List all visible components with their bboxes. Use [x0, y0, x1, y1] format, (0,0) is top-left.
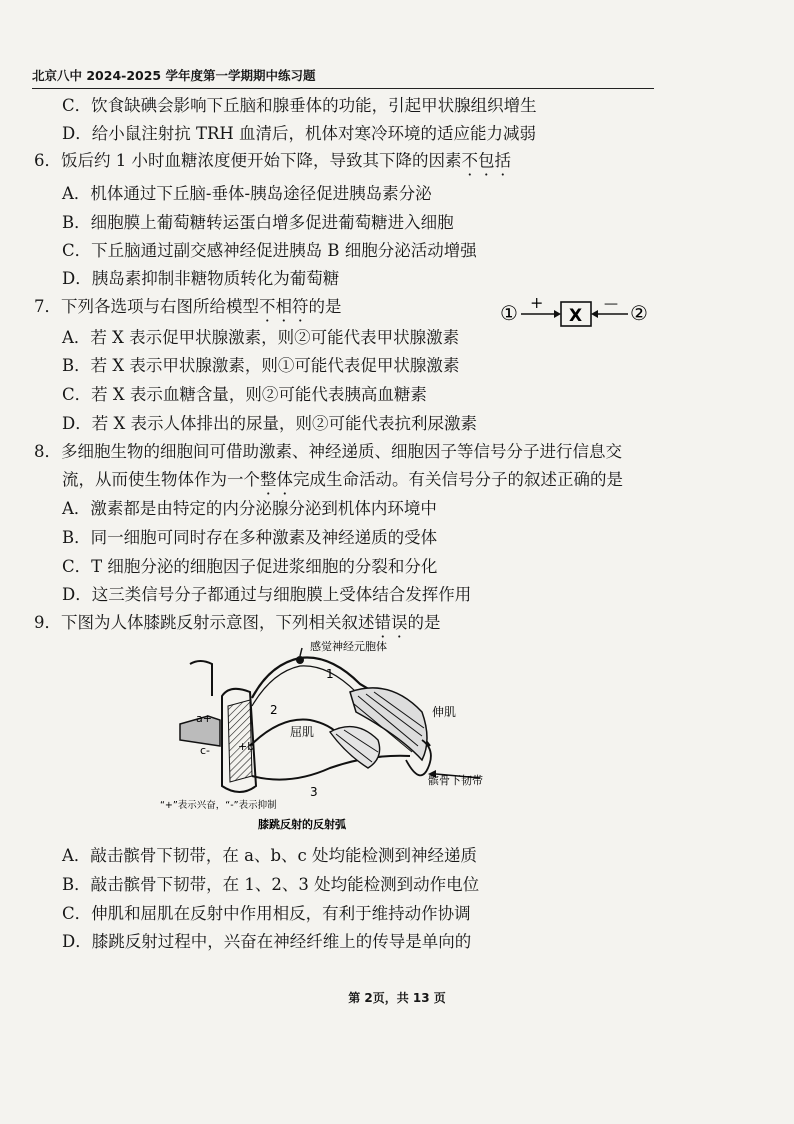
q6-option-b: B．细胞膜上葡萄糖转运蛋白增多促进葡萄糖进入细胞: [62, 213, 454, 232]
figure-caption: 膝跳反射的反射弧: [258, 818, 346, 831]
page-footer: 第 2页，共 13 页: [348, 991, 446, 1005]
label-c: c-: [200, 744, 211, 757]
label-tendon: 髌骨下韧带: [428, 774, 483, 787]
q5-option-d: D．给小鼠注射抗 TRH 血清后，机体对寒冷环境的适应能力减弱: [62, 124, 537, 143]
q7-stem-tail: 的是: [308, 297, 342, 316]
q9-option-d: D．膝跳反射过程中，兴奋在神经纤维上的传导是单向的: [62, 932, 472, 951]
q8-option-c: C．T 细胞分泌的细胞因子促进浆细胞的分裂和分化: [62, 557, 438, 576]
figure-legend: “+”表示兴奋，“-”表示抑制: [160, 800, 277, 811]
q8-stem-text: 流，从而使生物体作为一个: [62, 470, 260, 489]
model-arrowhead-right: [591, 310, 598, 318]
q8-emphasis-1: 整: [260, 470, 277, 489]
q6-option-a: A．机体通过下丘脑-垂体-胰岛途径促进胰岛素分泌: [62, 184, 432, 203]
q8-option-d: D．这三类信号分子都通过与细胞膜上受体结合发挥作用: [62, 585, 472, 604]
q6-emphasis-1: 不: [461, 151, 478, 170]
q8-emphasis-2: 体: [276, 470, 293, 489]
q5-option-c: C．饮食缺碘会影响下丘脑和腺垂体的功能，引起甲状腺组织增生: [62, 96, 537, 115]
q9-emphasis-1: 错: [374, 613, 391, 632]
q9-stem: [34, 612, 441, 634]
q6-stem-text: 6．饭后约 1 小时血糖浓度便开始下降，导致其下降的因素: [34, 151, 462, 170]
q7-option-d: D．若 X 表示人体排出的尿量，则②可能代表抗利尿激素: [62, 414, 477, 433]
q7-emphasis-1: 不: [259, 297, 276, 316]
model-minus-sign: —: [604, 296, 618, 312]
spinal-cord-top: [190, 661, 212, 696]
label-3: 3: [310, 785, 318, 799]
q7-option-a: A．若 X 表示促甲状腺激素，则②可能代表甲状腺激素: [62, 328, 460, 347]
model-circle-2: ②: [630, 301, 648, 325]
label-flexor: 屈肌: [290, 725, 315, 739]
page-header: 北京八中 2024-2025 学年度第一学期期中练习题: [32, 68, 316, 83]
model-plus-sign: +: [530, 296, 544, 312]
label-sensory-neuron: 感觉神经元胞体: [310, 640, 387, 653]
q7-model-diagram: [500, 296, 660, 328]
q9-stem-tail: 的是: [407, 613, 441, 632]
motor-nerve-3: [252, 756, 410, 780]
label-1: 1: [326, 667, 334, 681]
q9-emphasis-2: 误: [391, 613, 408, 632]
q7-stem: [34, 296, 342, 318]
model-x-label: X: [569, 306, 583, 326]
q8-option-a: A．激素都是由特定的内分泌腺分泌到机体内环境中: [62, 499, 437, 518]
q6-emphasis-2: 包: [478, 151, 495, 170]
q7-emphasis-3: 符: [292, 297, 309, 316]
sensory-neuron-soma: [296, 656, 304, 664]
q9-option-c: C．伸肌和屈肌在反射中作用相反，有利于维持动作协调: [62, 904, 471, 923]
label-2: 2: [270, 703, 278, 717]
q8-stem-line1: 8．多细胞生物的细胞间可借助激素、神经递质、细胞因子等信号分子进行信息交: [34, 442, 622, 461]
header-rule: [32, 88, 654, 89]
knee-jerk-reflex-figure: [160, 636, 520, 836]
q6-option-d: D．胰岛素抑制非糖物质转化为葡萄糖: [62, 269, 340, 288]
label-extensor: 伸肌: [432, 705, 457, 719]
q7-option-c: C．若 X 表示血糖含量，则②可能代表胰高血糖素: [62, 385, 427, 404]
q8-option-b: B．同一细胞可同时存在多种激素及神经递质的受体: [62, 528, 438, 547]
q6-option-c: C．下丘脑通过副交感神经促进胰岛 B 细胞分泌活动增强: [62, 241, 477, 260]
sensory-soma-stalk: [300, 648, 302, 656]
q9-stem-text: 9．下图为人体膝跳反射示意图，下列相关叙述: [34, 613, 375, 632]
q7-emphasis-2: 相: [275, 297, 292, 316]
q6-stem: [34, 150, 511, 172]
q7-stem-text: 7．下列各选项与右图所给模型: [34, 297, 259, 316]
label-b: +b: [238, 740, 255, 753]
label-a: a+: [196, 712, 212, 725]
q7-option-b: B．若 X 表示甲状腺激素，则①可能代表促甲状腺激素: [62, 356, 460, 375]
model-circle-1: ①: [500, 301, 518, 325]
q8-stem-line2: [62, 469, 623, 491]
q9-option-b: B．敲击髌骨下韧带，在 1、2、3 处均能检测到动作电位: [62, 875, 480, 894]
q6-emphasis-3: 括: [494, 151, 511, 170]
q9-option-a: A．敲击髌骨下韧带，在 a、b、c 处均能检测到神经递质: [62, 846, 478, 865]
model-arrowhead-left: [554, 310, 561, 318]
q8-stem-tail: 完成生命活动。有关信号分子的叙述正确的是: [293, 470, 623, 489]
